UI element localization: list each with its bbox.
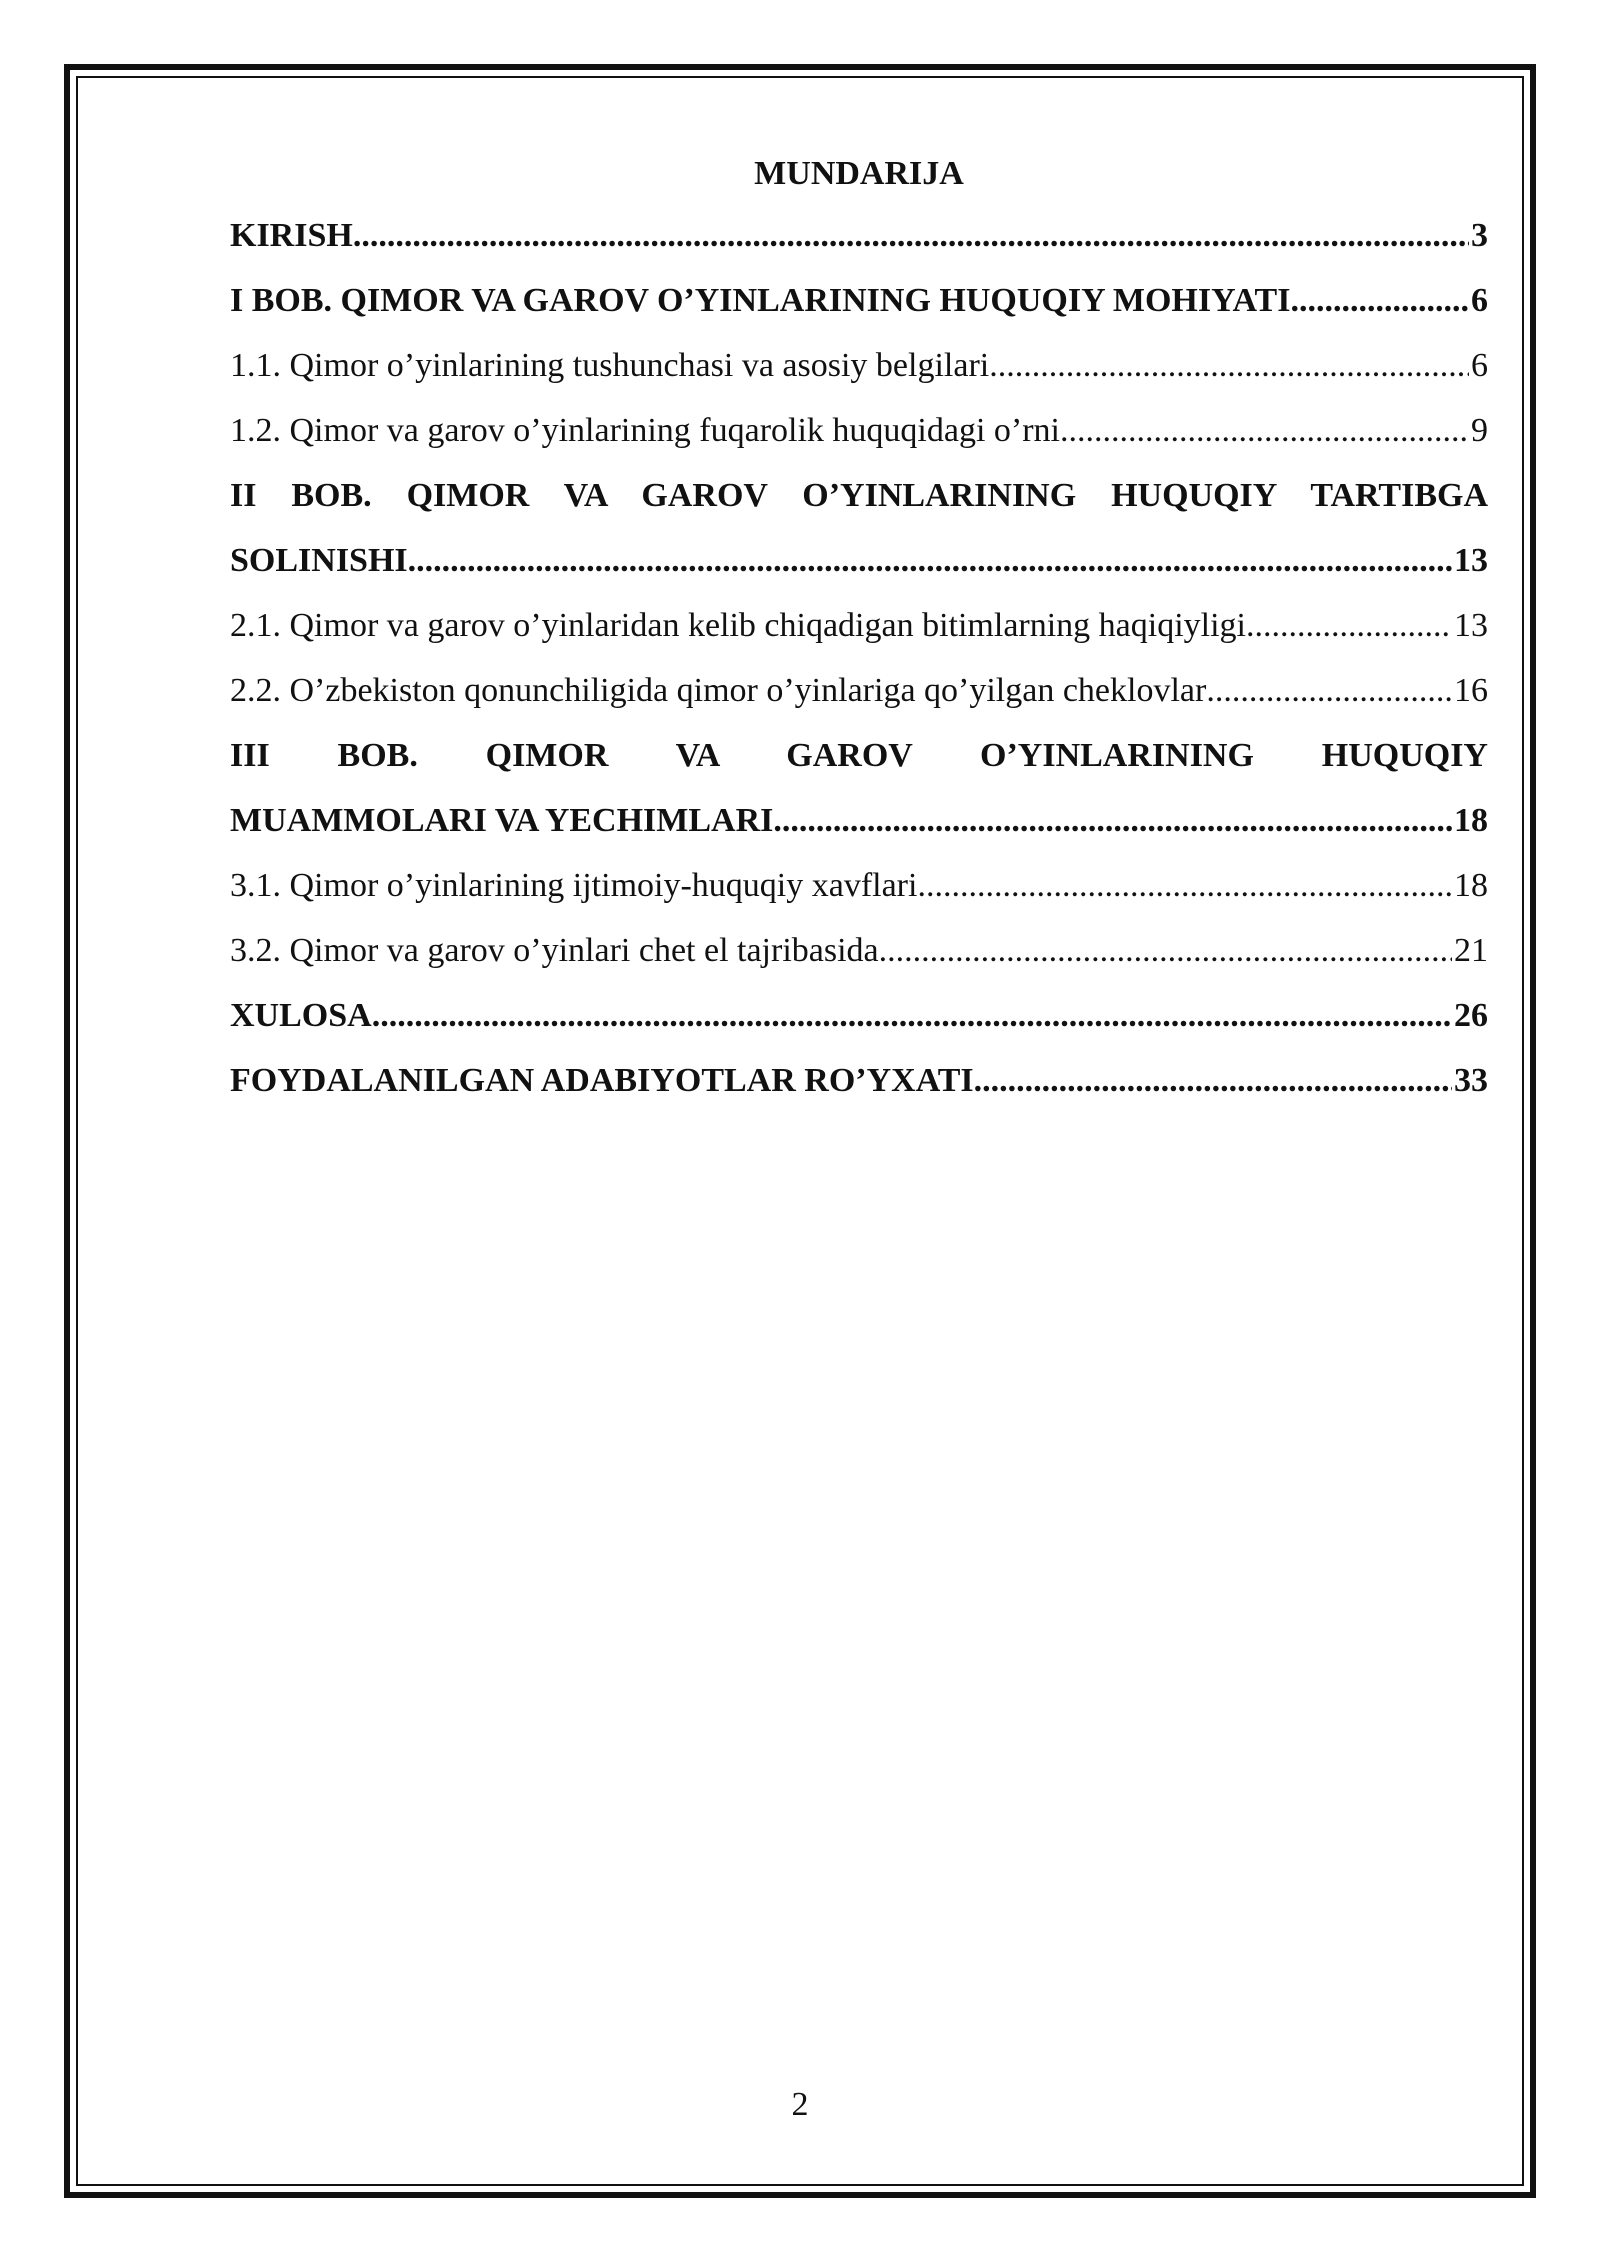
- toc-leader-dots: [989, 333, 1469, 398]
- toc-entry-page: 13: [1454, 542, 1488, 579]
- toc-entry-section-2-2[interactable]: [230, 658, 1488, 723]
- toc-entry-page: 26: [1454, 997, 1488, 1034]
- toc-leader-dots: [1246, 593, 1452, 658]
- toc-leader-dots: [1290, 268, 1469, 333]
- toc-leader-dots: [372, 983, 1452, 1048]
- toc-leader-dots: [408, 528, 1452, 593]
- toc-entry-page: 33: [1454, 1062, 1488, 1099]
- toc-entry-page: 6: [1471, 347, 1488, 384]
- toc-entry-label: 1.1. Qimor o’yinlarining tushunchasi va asosiy belgilari: [230, 347, 990, 384]
- toc-entry-page: 21: [1454, 932, 1488, 969]
- toc-entry-chapter-2-line2[interactable]: [230, 528, 1488, 593]
- toc-entry-references[interactable]: [230, 1048, 1488, 1113]
- toc-entry-label: FOYDALANILGAN ADABIYOTLAR RO’YXATI: [230, 1062, 974, 1099]
- toc-leader-dots: [974, 1048, 1452, 1113]
- toc-leader-dots: [1060, 398, 1469, 463]
- toc-entry-label: 1.2. Qimor va garov o’yinlarining fuqarolik huquqidagi o’rni: [230, 412, 1060, 449]
- toc-entry-chapter-3-line2[interactable]: [230, 788, 1488, 853]
- toc-entry-section-3-2[interactable]: [230, 918, 1488, 983]
- toc-entry-label: XULOSA: [230, 997, 372, 1034]
- toc-entry-page: 6: [1471, 282, 1488, 319]
- toc-leader-dots: [879, 918, 1452, 983]
- toc-entry-label: 2.1. Qimor va garov o’yinlaridan kelib chiqadigan bitimlarning haqiqiyligi: [230, 607, 1246, 644]
- toc-entry-page: 9: [1471, 412, 1488, 449]
- table-of-contents: [230, 145, 1488, 1113]
- toc-entry-label: 3.1. Qimor o’yinlarining ijtimoiy-huquqiy xavflari: [230, 867, 918, 904]
- toc-entry-label: SOLINISHI: [230, 542, 408, 579]
- toc-entry-section-2-1[interactable]: [230, 593, 1488, 658]
- toc-entry-page: 16: [1454, 672, 1488, 709]
- toc-entry-chapter-3-line1[interactable]: III BOB. QIMOR VA GAROV O’YINLARINING HUQUQIY: [230, 737, 1488, 774]
- toc-entry-label: I BOB. QIMOR VA GAROV O’YINLARINING HUQUQIY MOHIYATI: [230, 282, 1291, 319]
- toc-entry-section-1-2[interactable]: [230, 398, 1488, 463]
- page-number: 2: [791, 2086, 809, 2123]
- toc-entry-label: KIRISH: [230, 217, 353, 254]
- toc-title: MUNDARIJA: [754, 155, 964, 192]
- toc-entry-section-1-1[interactable]: [230, 333, 1488, 398]
- toc-entry-chapter-2-line1[interactable]: II BOB. QIMOR VA GAROV O’YINLARINING HUQUQIY TARTIBGA: [230, 477, 1488, 514]
- toc-entry-label: 2.2. O’zbekiston qonunchiligida qimor o’yinlariga qo’yilgan cheklovlar: [230, 672, 1207, 709]
- toc-leader-dots: [773, 788, 1452, 853]
- toc-entry-page: 18: [1454, 802, 1488, 839]
- toc-entry-page: 3: [1471, 217, 1488, 254]
- toc-entry-kirish[interactable]: [230, 203, 1488, 268]
- toc-entry-label: 3.2. Qimor va garov o’yinlari chet el tajribasida: [230, 932, 879, 969]
- toc-entry-xulosa[interactable]: [230, 983, 1488, 1048]
- toc-leader-dots: [917, 853, 1452, 918]
- toc-entry-section-3-1[interactable]: [230, 853, 1488, 918]
- toc-entry-page: 18: [1454, 867, 1488, 904]
- toc-entry-label: MUAMMOLARI VA YECHIMLARI: [230, 802, 774, 839]
- toc-leader-dots: [353, 203, 1469, 268]
- toc-leader-dots: [1206, 658, 1452, 723]
- toc-entry-chapter-1[interactable]: [230, 268, 1488, 333]
- toc-entry-page: 13: [1454, 607, 1488, 644]
